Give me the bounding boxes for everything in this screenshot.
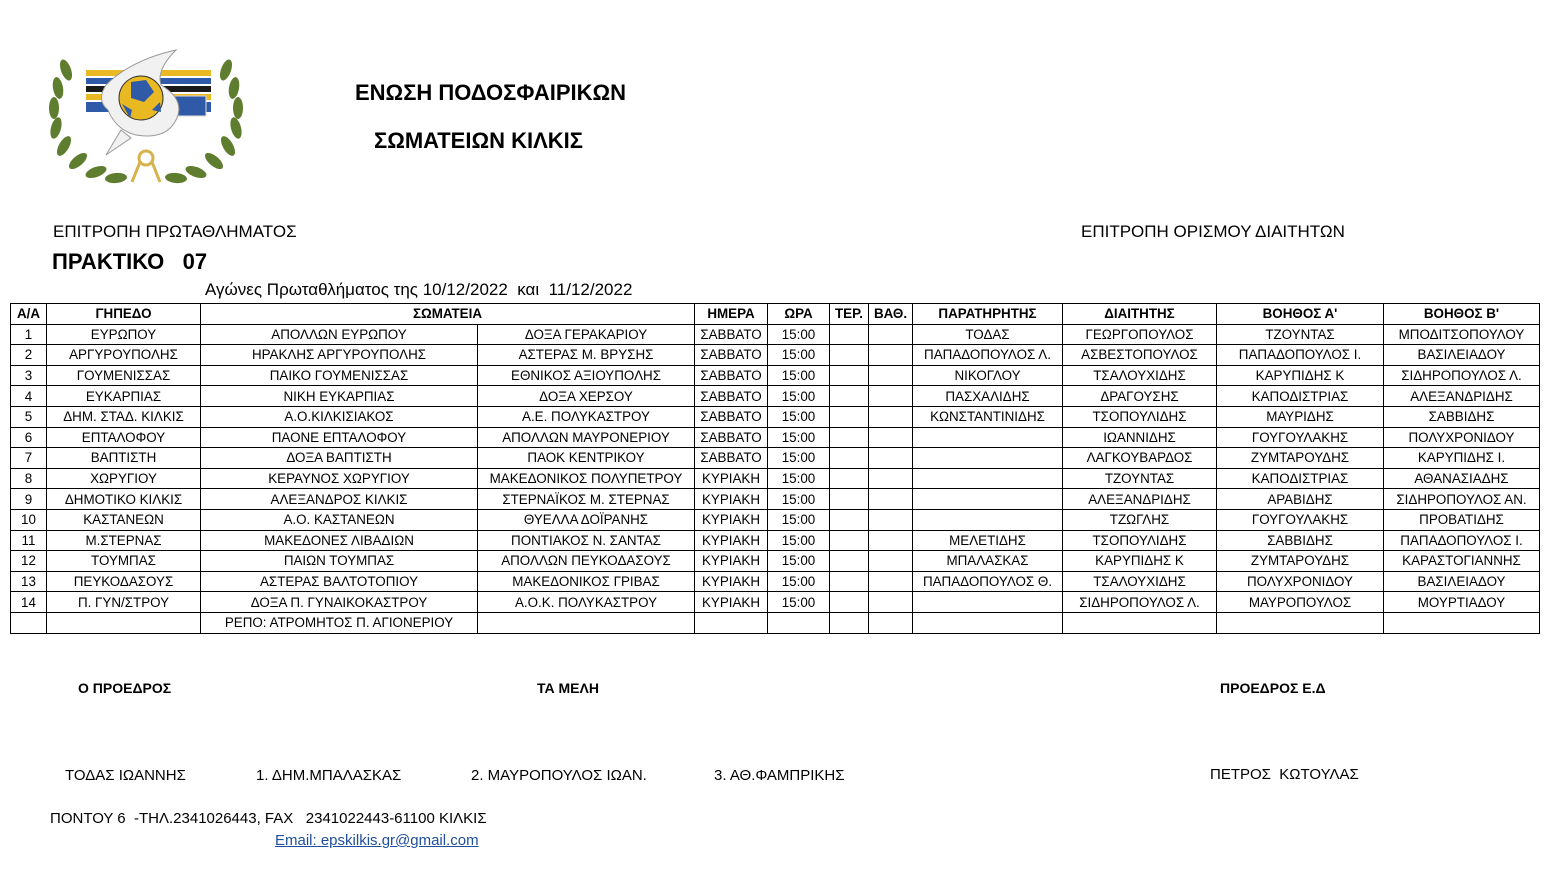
cell-away-team: ΔΟΞΑ ΓΕΡΑΚΑΡΙΟΥ	[478, 324, 695, 345]
cell-day: ΚΥΡΙΑΚΗ	[695, 489, 768, 510]
table-row	[11, 345, 1540, 366]
table-row	[11, 468, 1540, 489]
cell-vath	[869, 468, 913, 489]
cell-referee: ΤΣΟΠΟΥΛΙΔΗΣ	[1063, 406, 1217, 427]
cell-field: ΒΑΠΤΙΣΤΗ	[47, 448, 201, 469]
cell-field: ΧΩΡΥΓΙΟΥ	[47, 468, 201, 489]
cell-assistant-b: ΚΑΡΑΣΤΟΓΙΑΝΝΗΣ	[1384, 551, 1540, 572]
cell-referee: ΛΑΓΚΟΥΒΑΡΔΟΣ	[1063, 448, 1217, 469]
cell-time: 15:00	[768, 530, 830, 551]
cell-home-team: ΔΟΞΑ Π. ΓΥΝΑΙΚΟΚΑΣΤΡΟΥ	[201, 592, 478, 613]
matches-subtitle: Αγώνες Πρωταθλήματος της 10/12/2022 και 11/12/2022	[205, 280, 633, 299]
cell-referee: ΤΖΟΥΝΤΑΣ	[1063, 468, 1217, 489]
cell-time: 15:00	[768, 406, 830, 427]
cell-field: ΚΑΣΤΑΝΕΩΝ	[47, 509, 201, 530]
cell-vath	[869, 365, 913, 386]
email-link[interactable]: Email: epskilkis.gr@gmail.com	[275, 832, 479, 849]
col-header-time: ΩΡΑ	[768, 304, 830, 325]
cell-assistant-a: ΤΖΟΥΝΤΑΣ	[1217, 324, 1384, 345]
cell-assistant-a	[1217, 612, 1384, 633]
col-header-referee: ΔΙΑΙΤΗΤΗΣ	[1063, 304, 1217, 325]
cell-home-team: ΜΑΚΕΔΟΝΕΣ ΛΙΒΑΔΙΩΝ	[201, 530, 478, 551]
cell-ter	[830, 448, 869, 469]
cell-home-team: ΠΑΙΩΝ ΤΟΥΜΠΑΣ	[201, 551, 478, 572]
cell-day: ΚΥΡΙΑΚΗ	[695, 592, 768, 613]
cell-time: 15:00	[768, 592, 830, 613]
table-header-row	[11, 304, 1540, 325]
cell-observer: ΜΠΑΛΑΣΚΑΣ	[913, 551, 1063, 572]
cell-observer	[913, 468, 1063, 489]
cell-assistant-a: ΓΟΥΓΟΥΛΑΚΗΣ	[1217, 427, 1384, 448]
cell-time: 15:00	[768, 448, 830, 469]
cell-assistant-a: ΖΥΜΤΑΡΟΥΔΗΣ	[1217, 448, 1384, 469]
cell-assistant-b	[1384, 612, 1540, 633]
cell-away-team: ΔΟΞΑ ΧΕΡΣΟΥ	[478, 386, 695, 407]
cell-assistant-a: ΜΑΥΡΙΔΗΣ	[1217, 406, 1384, 427]
cell-home-team: ΔΟΞΑ ΒΑΠΤΙΣΤΗ	[201, 448, 478, 469]
president-name: ΤΟΔΑΣ ΙΩΑΝΝΗΣ	[65, 767, 186, 784]
table-row	[11, 530, 1540, 551]
cell-referee: ΤΖΩΓΛΗΣ	[1063, 509, 1217, 530]
cell-referee: ΤΣΑΛΟΥΧΙΔΗΣ	[1063, 365, 1217, 386]
cell-home-team: Α.Ο. ΚΑΣΤΑΝΕΩΝ	[201, 509, 478, 530]
cell-field: ΕΥΚΑΡΠΙΑΣ	[47, 386, 201, 407]
col-header-assistant-a: ΒΟΗΘΟΣ Α'	[1217, 304, 1384, 325]
cell-vath	[869, 551, 913, 572]
cell-referee: ΓΕΩΡΓΟΠΟΥΛΟΣ	[1063, 324, 1217, 345]
cell-day: ΣΑΒΒΑΤΟ	[695, 406, 768, 427]
cell-ter	[830, 551, 869, 572]
cell-ter	[830, 406, 869, 427]
col-header-ter: ΤΕΡ.	[830, 304, 869, 325]
cell-ter	[830, 530, 869, 551]
cell-referee: ΔΡΑΓΟΥΣΗΣ	[1063, 386, 1217, 407]
cell-vath	[869, 386, 913, 407]
cell-home-team: ΗΡΑΚΛΗΣ ΑΡΓΥΡΟΥΠΟΛΗΣ	[201, 345, 478, 366]
cell-num: 7	[11, 448, 47, 469]
cell-assistant-a: ΠΑΠΑΔΟΠΟΥΛΟΣ Ι.	[1217, 345, 1384, 366]
cell-referee: ΙΩΑΝΝΙΔΗΣ	[1063, 427, 1217, 448]
cell-observer	[913, 592, 1063, 613]
cell-assistant-a: ΚΑΡΥΠΙΔΗΣ Κ	[1217, 365, 1384, 386]
cell-assistant-b: ΣΙΔΗΡΟΠΟΥΛΟΣ Λ.	[1384, 365, 1540, 386]
cell-num: 9	[11, 489, 47, 510]
cell-num: 12	[11, 551, 47, 572]
cell-field: ΕΠΤΑΛΟΦΟΥ	[47, 427, 201, 448]
cell-observer	[913, 448, 1063, 469]
cell-assistant-a: ΓΟΥΓΟΥΛΑΚΗΣ	[1217, 509, 1384, 530]
cell-vath	[869, 489, 913, 510]
cell-observer	[913, 509, 1063, 530]
cell-away-team: ΘΥΕΛΛΑ ΔΟΪΡΑΝΗΣ	[478, 509, 695, 530]
cell-assistant-a: ΠΟΛΥΧΡΟΝΙΔΟΥ	[1217, 571, 1384, 592]
cell-time	[768, 612, 830, 633]
cell-away-team: ΠΑΟΚ ΚΕΝΤΡΙΚΟΥ	[478, 448, 695, 469]
cell-time: 15:00	[768, 551, 830, 572]
table-row	[11, 365, 1540, 386]
cell-time: 15:00	[768, 571, 830, 592]
cell-referee: ΚΑΡΥΠΙΔΗΣ Κ	[1063, 551, 1217, 572]
cell-num: 5	[11, 406, 47, 427]
cell-time: 15:00	[768, 365, 830, 386]
cell-assistant-a: ΑΡΑΒΙΔΗΣ	[1217, 489, 1384, 510]
col-header-field: ΓΗΠΕΔΟ	[47, 304, 201, 325]
cell-ter	[830, 592, 869, 613]
cell-day: ΚΥΡΙΑΚΗ	[695, 571, 768, 592]
cell-home-team: ΡΕΠΟ: ΑΤΡΟΜΗΤΟΣ Π. ΑΓΙΟΝΕΡΙΟΥ	[201, 612, 478, 633]
cell-ter	[830, 571, 869, 592]
cell-home-team: ΑΠΟΛΛΩΝ ΕΥΡΩΠΟΥ	[201, 324, 478, 345]
cell-away-team: Α.Ο.Κ. ΠΟΛΥΚΑΣΤΡΟΥ	[478, 592, 695, 613]
cell-away-team: ΠΟΝΤΙΑΚΟΣ Ν. ΣΑΝΤΑΣ	[478, 530, 695, 551]
cell-vath	[869, 324, 913, 345]
cell-assistant-a: ΚΑΠΟΔΙΣΤΡΙΑΣ	[1217, 386, 1384, 407]
cell-time: 15:00	[768, 345, 830, 366]
col-header-vath: ΒΑΘ.	[869, 304, 913, 325]
cell-observer: ΠΑΠΑΔΟΠΟΥΛΟΣ Λ.	[913, 345, 1063, 366]
referee-committee: ΕΠΙΤΡΟΠΗ ΟΡΙΣΜΟΥ ΔΙΑΙΤΗΤΩΝ	[1081, 222, 1345, 241]
cell-num: 6	[11, 427, 47, 448]
cell-vath	[869, 406, 913, 427]
cell-assistant-b: ΒΑΣΙΛΕΙΑΔΟΥ	[1384, 345, 1540, 366]
cell-vath	[869, 509, 913, 530]
cell-field: ΤΟΥΜΠΑΣ	[47, 551, 201, 572]
cell-day: ΣΑΒΒΑΤΟ	[695, 448, 768, 469]
cell-assistant-b: ΠΡΟΒΑΤΙΔΗΣ	[1384, 509, 1540, 530]
cell-observer: ΝΙΚΟΓΛΟΥ	[913, 365, 1063, 386]
cell-observer	[913, 427, 1063, 448]
cell-home-team: ΠΑΙΚΟ ΓΟΥΜΕΝΙΣΣΑΣ	[201, 365, 478, 386]
cell-assistant-b: ΠΟΛΥΧΡΟΝΙΔΟΥ	[1384, 427, 1540, 448]
col-header-assistant-b: ΒΟΗΘΟΣ Β'	[1384, 304, 1540, 325]
cell-field	[47, 612, 201, 633]
cell-assistant-a: ΚΑΠΟΔΙΣΤΡΙΑΣ	[1217, 468, 1384, 489]
cell-away-team	[478, 612, 695, 633]
table-row	[11, 509, 1540, 530]
cell-num	[11, 612, 47, 633]
cell-observer	[913, 489, 1063, 510]
table-row	[11, 406, 1540, 427]
cell-away-team: ΑΠΟΛΛΩΝ ΜΑΥΡΟΝΕΡΙΟΥ	[478, 427, 695, 448]
cell-num: 8	[11, 468, 47, 489]
cell-ter	[830, 612, 869, 633]
cell-num: 4	[11, 386, 47, 407]
cell-referee	[1063, 612, 1217, 633]
cell-field: ΓΟΥΜΕΝΙΣΣΑΣ	[47, 365, 201, 386]
cell-field: ΠΕΥΚΟΔΑΣΟΥΣ	[47, 571, 201, 592]
cell-day	[695, 612, 768, 633]
cell-day: ΚΥΡΙΑΚΗ	[695, 509, 768, 530]
col-header-day: ΗΜΕΡΑ	[695, 304, 768, 325]
cell-ter	[830, 324, 869, 345]
cell-time: 15:00	[768, 509, 830, 530]
col-header-observer: ΠΑΡΑΤΗΡΗΤΗΣ	[913, 304, 1063, 325]
cell-assistant-a: ΖΥΜΤΑΡΟΥΔΗΣ	[1217, 551, 1384, 572]
cell-num: 10	[11, 509, 47, 530]
cell-away-team: Α.Ε. ΠΟΛΥΚΑΣΤΡΟΥ	[478, 406, 695, 427]
record-title: ΠΡΑΚΤΙΚΟ 07	[52, 249, 208, 274]
cell-num: 14	[11, 592, 47, 613]
cell-observer: ΚΩΝΣΤΑΝΤΙΝΙΔΗΣ	[913, 406, 1063, 427]
cell-day: ΣΑΒΒΑΤΟ	[695, 365, 768, 386]
cell-home-team: ΚΕΡΑΥΝΟΣ ΧΩΡΥΓΙΟΥ	[201, 468, 478, 489]
cell-day: ΣΑΒΒΑΤΟ	[695, 345, 768, 366]
cell-assistant-a: ΜΑΥΡΟΠΟΥΛΟΣ	[1217, 592, 1384, 613]
cell-field: ΔΗΜ. ΣΤΑΔ. ΚΙΛΚΙΣ	[47, 406, 201, 427]
ed-president-name: ΠΕΤΡΟΣ ΚΩΤΟΥΛΑΣ	[1210, 766, 1359, 783]
cell-observer: ΠΑΠΑΔΟΠΟΥΛΟΣ Θ.	[913, 571, 1063, 592]
cell-home-team: ΠΑΟΝΕ ΕΠΤΑΛΟΦΟΥ	[201, 427, 478, 448]
cell-referee: ΣΙΔΗΡΟΠΟΥΛΟΣ Λ.	[1063, 592, 1217, 613]
cell-assistant-b: ΑΛΕΞΑΝΔΡΙΔΗΣ	[1384, 386, 1540, 407]
match-schedule-table	[10, 303, 1540, 634]
cell-ter	[830, 345, 869, 366]
cell-time: 15:00	[768, 324, 830, 345]
cell-ter	[830, 468, 869, 489]
table-row	[11, 448, 1540, 469]
table-row	[11, 571, 1540, 592]
cell-referee: ΤΣΑΛΟΥΧΙΔΗΣ	[1063, 571, 1217, 592]
cell-field: Μ.ΣΤΕΡΝΑΣ	[47, 530, 201, 551]
cell-assistant-b: ΚΑΡΥΠΙΔΗΣ Ι.	[1384, 448, 1540, 469]
cell-away-team: ΑΠΟΛΛΩΝ ΠΕΥΚΟΔΑΣΟΥΣ	[478, 551, 695, 572]
emblem-icon	[36, 30, 256, 195]
cell-vath	[869, 427, 913, 448]
cell-day: ΚΥΡΙΑΚΗ	[695, 551, 768, 572]
cell-referee: ΑΛΕΞΑΝΔΡΙΔΗΣ	[1063, 489, 1217, 510]
org-title-line2: ΣΩΜΑΤΕΙΩΝ ΚΙΛΚΙΣ	[374, 128, 583, 153]
cell-assistant-b: ΠΑΠΑΔΟΠΟΥΛΟΣ Ι.	[1384, 530, 1540, 551]
cell-time: 15:00	[768, 468, 830, 489]
cell-num: 1	[11, 324, 47, 345]
cell-home-team: ΑΛΕΞΑΝΔΡΟΣ ΚΙΛΚΙΣ	[201, 489, 478, 510]
cell-assistant-b: ΜΟΥΡΤΙΑΔΟΥ	[1384, 592, 1540, 613]
members-label: ΤΑ ΜΕΛΗ	[537, 680, 599, 696]
cell-ter	[830, 365, 869, 386]
cell-num: 11	[11, 530, 47, 551]
cell-assistant-b: ΑΘΑΝΑΣΙΑΔΗΣ	[1384, 468, 1540, 489]
cell-home-team: ΑΣΤΕΡΑΣ ΒΑΛΤΟΤΟΠΙΟΥ	[201, 571, 478, 592]
table-row	[11, 592, 1540, 613]
cell-away-team: ΜΑΚΕΔΟΝΙΚΟΣ ΠΟΛΥΠΕΤΡΟΥ	[478, 468, 695, 489]
cell-home-team: ΝΙΚΗ ΕΥΚΑΡΠΙΑΣ	[201, 386, 478, 407]
cell-observer: ΜΕΛΕΤΙΔΗΣ	[913, 530, 1063, 551]
member-2: 2. ΜΑΥΡΟΠΟΥΛΟΣ ΙΩΑΝ.	[471, 767, 647, 784]
cell-vath	[869, 571, 913, 592]
cell-referee: ΤΣΟΠΟΥΛΙΔΗΣ	[1063, 530, 1217, 551]
cell-away-team: ΣΤΕΡΝΑΪΚΟΣ Μ. ΣΤΕΡΝΑΣ	[478, 489, 695, 510]
cell-vath	[869, 345, 913, 366]
cell-away-team: ΕΘΝΙΚΟΣ ΑΞΙΟΥΠΟΛΗΣ	[478, 365, 695, 386]
cell-day: ΣΑΒΒΑΤΟ	[695, 386, 768, 407]
cell-vath	[869, 612, 913, 633]
cell-ter	[830, 386, 869, 407]
cell-vath	[869, 530, 913, 551]
cell-assistant-a: ΣΑΒΒΙΔΗΣ	[1217, 530, 1384, 551]
cell-field: Π. ΓΥΝ/ΣΤΡΟΥ	[47, 592, 201, 613]
cell-time: 15:00	[768, 427, 830, 448]
col-header-num: Α/Α	[11, 304, 47, 325]
cell-ter	[830, 427, 869, 448]
cell-field: ΕΥΡΩΠΟΥ	[47, 324, 201, 345]
cell-day: ΚΥΡΙΑΚΗ	[695, 530, 768, 551]
cell-vath	[869, 448, 913, 469]
cell-observer: ΤΟΔΑΣ	[913, 324, 1063, 345]
cell-assistant-b: ΣΙΔΗΡΟΠΟΥΛΟΣ ΑΝ.	[1384, 489, 1540, 510]
cell-observer	[913, 612, 1063, 633]
cell-field: ΑΡΓΥΡΟΥΠΟΛΗΣ	[47, 345, 201, 366]
cell-assistant-b: ΒΑΣΙΛΕΙΑΔΟΥ	[1384, 571, 1540, 592]
cell-num: 2	[11, 345, 47, 366]
cell-num: 13	[11, 571, 47, 592]
cell-day: ΣΑΒΒΑΤΟ	[695, 324, 768, 345]
contact-address: ΠΟΝΤΟΥ 6 -ΤΗΛ.2341026443, FAX 2341022443-61100 ΚΙΛΚΙΣ	[50, 810, 487, 827]
table-row	[11, 324, 1540, 345]
table-row	[11, 551, 1540, 572]
table-row	[11, 427, 1540, 448]
cell-referee: ΑΣΒΕΣΤΟΠΟΥΛΟΣ	[1063, 345, 1217, 366]
cell-time: 15:00	[768, 386, 830, 407]
cell-observer: ΠΑΣΧΑΛΙΔΗΣ	[913, 386, 1063, 407]
president-label: Ο ΠΡΟΕΔΡΟΣ	[78, 680, 172, 696]
table-row	[11, 386, 1540, 407]
table-row	[11, 612, 1540, 633]
table-row	[11, 489, 1540, 510]
org-title-line1: ΕΝΩΣΗ ΠΟΔΟΣΦΑΙΡΙΚΩΝ	[355, 80, 627, 105]
cell-day: ΚΥΡΙΑΚΗ	[695, 468, 768, 489]
member-3: 3. ΑΘ.ΦΑΜΠΡΙΚΗΣ	[714, 767, 845, 784]
cell-day: ΣΑΒΒΑΤΟ	[695, 427, 768, 448]
cell-num: 3	[11, 365, 47, 386]
cell-field: ΔΗΜΟΤΙΚΟ ΚΙΛΚΙΣ	[47, 489, 201, 510]
col-header-teams: ΣΩΜΑΤΕΙΑ	[201, 304, 695, 325]
cell-assistant-b: ΣΑΒΒΙΔΗΣ	[1384, 406, 1540, 427]
member-1: 1. ΔΗΜ.ΜΠΑΛΑΣΚΑΣ	[256, 767, 402, 784]
cell-vath	[869, 592, 913, 613]
cell-ter	[830, 509, 869, 530]
cell-assistant-b: ΜΠΟΔΙΤΣΟΠΟΥΛΟΥ	[1384, 324, 1540, 345]
cell-time: 15:00	[768, 489, 830, 510]
cell-home-team: Α.Ο.ΚΙΛΚΙΣΙΑΚΟΣ	[201, 406, 478, 427]
cell-away-team: ΑΣΤΕΡΑΣ Μ. ΒΡΥΣΗΣ	[478, 345, 695, 366]
cell-ter	[830, 489, 869, 510]
championship-committee: ΕΠΙΤΡΟΠΗ ΠΡΩΤΑΘΛΗΜΑΤΟΣ	[53, 222, 297, 241]
cell-away-team: ΜΑΚΕΔΟΝΙΚΟΣ ΓΡΙΒΑΣ	[478, 571, 695, 592]
ed-president-label: ΠΡΟΕΔΡΟΣ Ε.Δ	[1220, 680, 1326, 696]
